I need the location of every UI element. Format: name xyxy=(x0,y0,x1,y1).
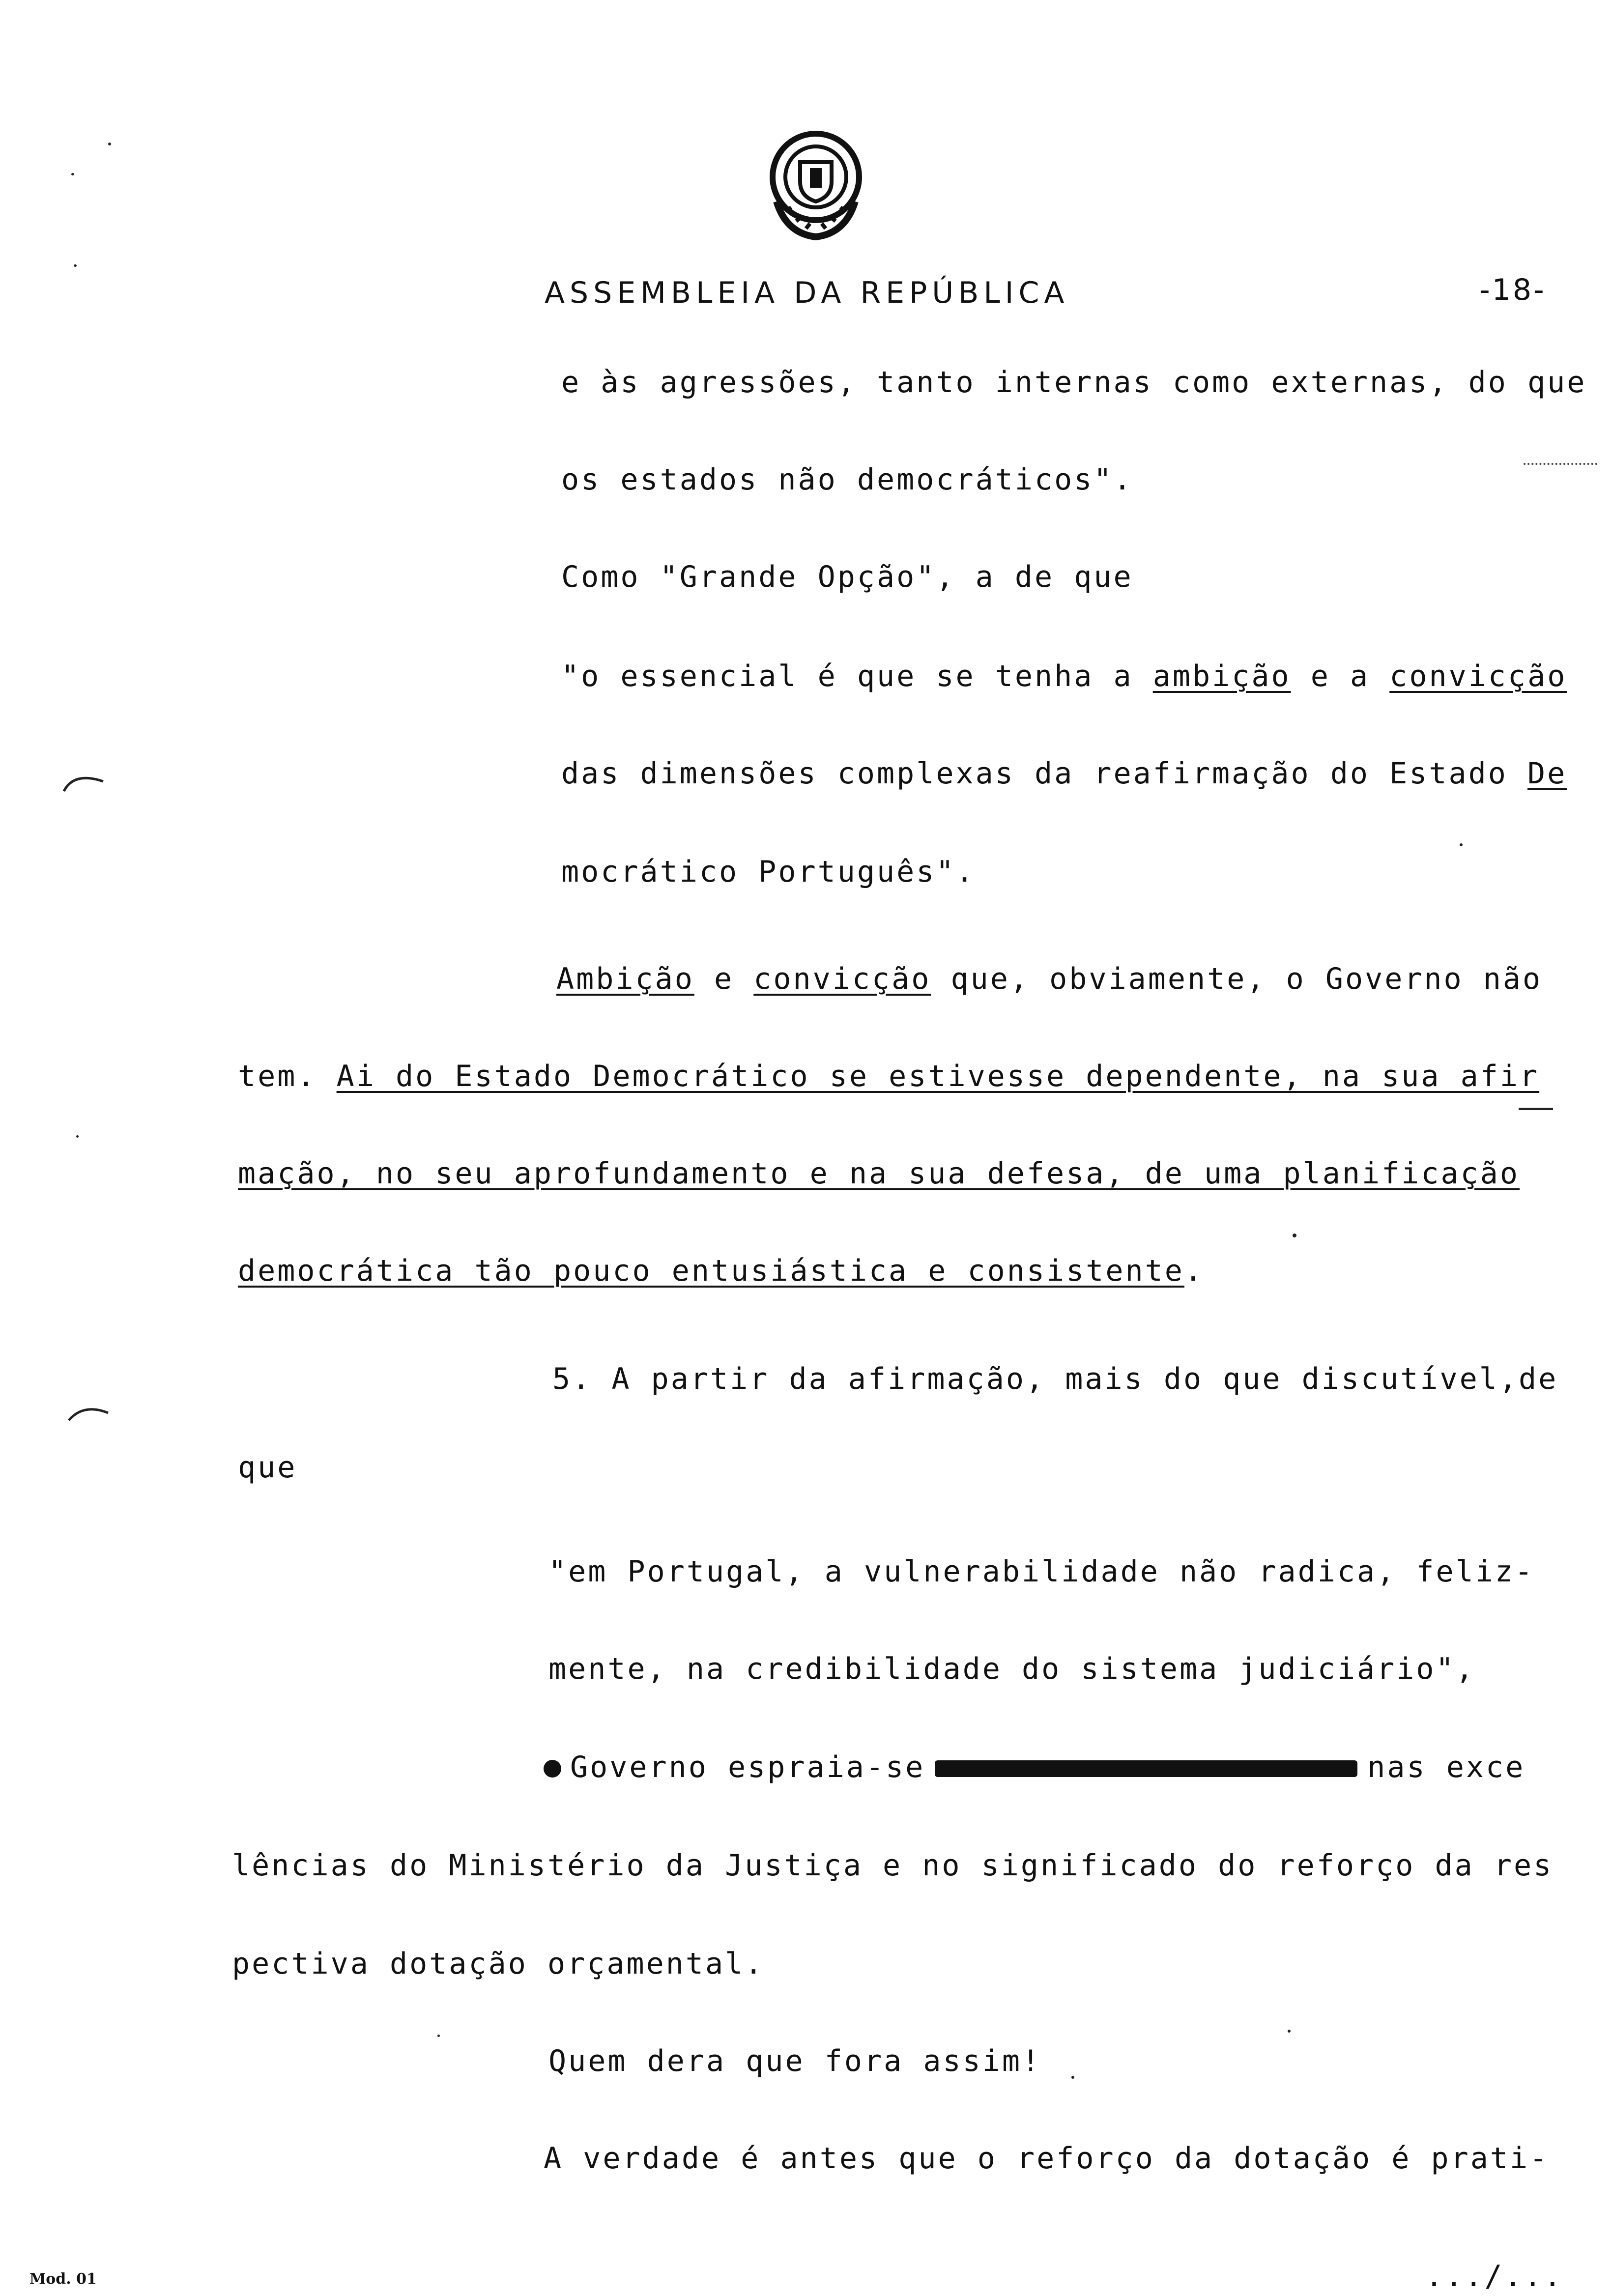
form-code: Mod. 01 xyxy=(29,2270,97,2288)
text-line-14: mente, na credibilidade do sistema judiciário", xyxy=(548,1652,1475,1686)
underlined-word: Ambição xyxy=(556,962,694,996)
text-segment: e a xyxy=(1291,659,1390,693)
underlined-word: convicção xyxy=(1389,659,1567,693)
text-line-8 xyxy=(238,1059,1539,1094)
page-header-title: ASSEMBLEIA DA REPÚBLICA xyxy=(545,276,1069,310)
margin-scan-mark xyxy=(64,1401,113,1425)
text-segment: . xyxy=(1184,1254,1205,1288)
text-line-16: lências do Ministério da Justiça e no significado do reforço da res xyxy=(232,1848,1554,1883)
text-segment: Governo espraia-se xyxy=(570,1750,925,1784)
underlined-passage: Ai do Estado Democrático se estivesse dependente, na sua afir xyxy=(336,1059,1540,1093)
text-line-1: e às agressões, tanto internas como externas, do que xyxy=(561,365,1587,400)
text-line-5 xyxy=(561,756,1567,791)
text-line-7 xyxy=(556,961,1542,997)
text-line-9: mação, no seu aprofundamento e na sua defesa, de uma planificação xyxy=(238,1156,1520,1191)
page-number: -18- xyxy=(1479,273,1546,307)
scan-speck xyxy=(71,173,74,175)
underlined-word: De xyxy=(1527,756,1567,791)
ink-blot-icon xyxy=(544,1760,561,1778)
underlined-word: ambição xyxy=(1152,659,1291,693)
text-line-3: Como "Grande Opção", a de que xyxy=(561,560,1133,594)
text-line-12: que xyxy=(238,1450,297,1485)
scan-speck xyxy=(1071,2076,1074,2079)
margin-scan-mark xyxy=(59,767,108,796)
scan-speck xyxy=(108,143,111,145)
text-segment: que, obviamente, o Governo não xyxy=(931,962,1543,996)
scan-speck xyxy=(1288,2030,1291,2033)
text-segment: "o essencial é que se tenha a xyxy=(561,659,1153,693)
underlined-word: convicção xyxy=(753,962,931,996)
text-segment: das dimensões complexas da reafirmação do Estado xyxy=(561,756,1528,791)
scan-dash-mark xyxy=(1524,463,1597,465)
scan-speck xyxy=(437,2035,440,2037)
underlined-passage: democrática tão pouco entusiástica e consistente xyxy=(238,1254,1184,1288)
text-line-10 xyxy=(238,1253,1204,1289)
scan-speck xyxy=(74,264,77,267)
text-line-6: mocrático Português". xyxy=(561,855,976,889)
continuation-mark: .../... xyxy=(1425,2259,1563,2294)
text-line-13: "em Portugal, a vulnerabilidade não radica, feliz- xyxy=(548,1554,1535,1589)
scan-speck xyxy=(1293,1234,1296,1237)
text-segment: e xyxy=(694,962,754,996)
scan-speck xyxy=(1460,843,1463,846)
text-segment: tem. xyxy=(238,1059,337,1093)
text-line-2: os estados não democráticos". xyxy=(561,462,1133,497)
redaction-bar xyxy=(935,1760,1357,1777)
text-line-19: A verdade é antes que o reforço da dotação é prati- xyxy=(544,2141,1550,2176)
text-line-17: pectiva dotação orçamental. xyxy=(232,1947,765,1981)
coat-of-arms-icon xyxy=(757,128,875,246)
scan-speck xyxy=(76,1135,79,1138)
scan-dash-mark xyxy=(1519,1108,1553,1110)
text-line-11: 5. A partir da afirmação, mais do que discutível,de xyxy=(552,1362,1558,1396)
text-line-15 xyxy=(544,1750,1525,1785)
text-line-18: Quem dera que fora assim! xyxy=(548,2044,1042,2078)
text-segment: nas exce xyxy=(1367,1750,1526,1784)
text-line-4 xyxy=(561,659,1567,694)
